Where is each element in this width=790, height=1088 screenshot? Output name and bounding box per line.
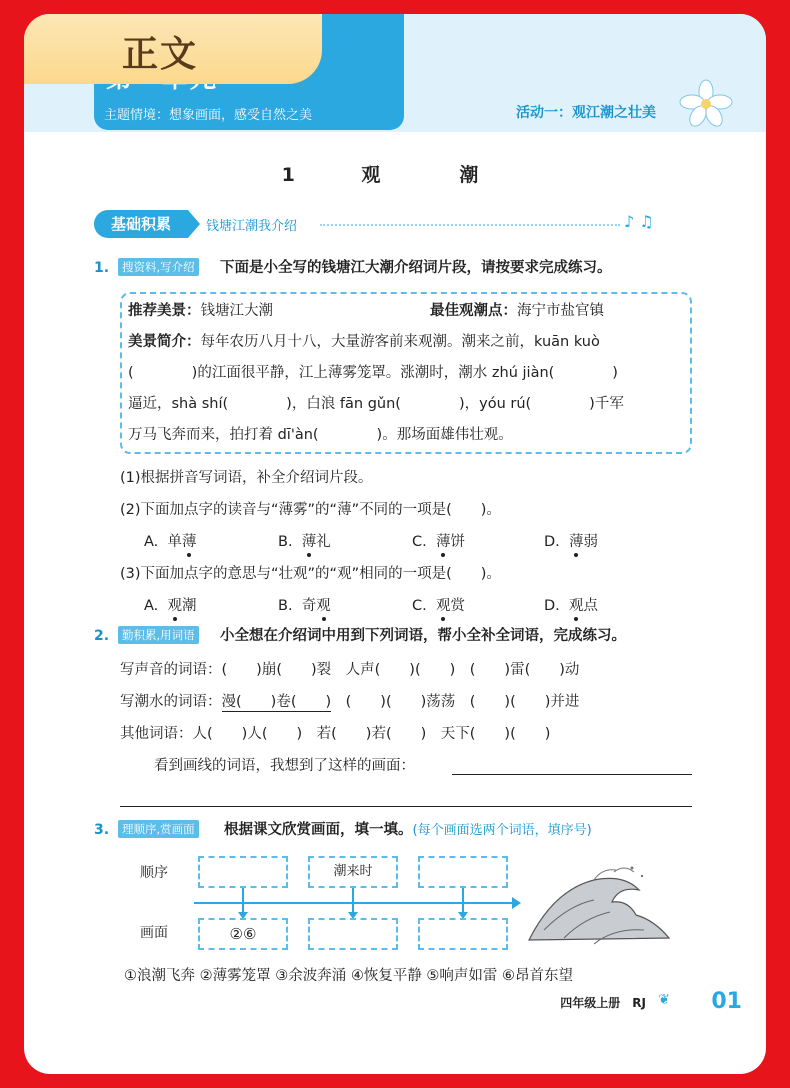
value: ( )( )荡荡 ( )( )并进 <box>331 694 580 710</box>
options-list: ①浪潮飞奔 ②薄雾笼罩 ③余波奔涌 ④恢复平静 ⑤响声如雷 ⑥昂首东望 <box>124 968 574 984</box>
option-text: 单 <box>167 534 182 550</box>
option-text: 礼 <box>316 534 331 550</box>
answer-line[interactable] <box>452 774 692 775</box>
option-key: B. <box>278 534 293 550</box>
option-dotted-char: 薄 <box>302 530 317 551</box>
option-text: 饼 <box>450 534 465 550</box>
question-text: 小全想在介绍词中用到下列词语，帮小全补全词语，完成练习。 <box>220 628 626 644</box>
question-text <box>224 818 592 839</box>
section-label: 基础积累 <box>94 210 188 238</box>
value: 每年农历八月十八，大量游客前来观潮。潮来之前，kuān kuò <box>200 334 600 350</box>
option-key: A. <box>144 534 159 550</box>
sub-question-1: (1)根据拼音写词语，补全介绍词片段。 <box>120 470 373 486</box>
option-dotted-char: 薄 <box>182 530 197 551</box>
workbook-page <box>24 14 766 1074</box>
arrow-head-icon <box>512 897 521 909</box>
intro-line-3: ( )的江面很平静，江上薄雾笼罩。涨潮时，潮水 zhú jiàn( ) <box>128 365 618 381</box>
intro-line-5: 万马飞奔而来，拍打着 dī'àn( )。那场面雄伟壮观。 <box>128 427 513 443</box>
option-dotted-char: 薄 <box>569 530 584 551</box>
option-text: 潮 <box>182 598 197 614</box>
down-arrow <box>242 888 244 914</box>
intro-line-1 <box>128 299 273 320</box>
word-line-sounds: 写声音的词语：( )崩( )裂 人声( )( ) ( )雷( )动 <box>120 662 580 678</box>
question-main: 根据课文欣赏画面，填一填。 <box>224 822 413 838</box>
option-key: D. <box>544 534 560 550</box>
option-dotted-char: 薄 <box>436 530 451 551</box>
music-note-icon: ♪ ♫ <box>624 212 654 231</box>
order-box-2[interactable]: 潮来时 <box>308 856 398 888</box>
option-key: C. <box>412 598 427 614</box>
underlined-words: 漫( )卷( ) <box>222 690 332 712</box>
option-key: D. <box>544 598 560 614</box>
word-line-other: 其他词语：人( )人( ) 若( )若( ) 天下( )( ) <box>120 726 551 742</box>
option-dotted-char: 观 <box>569 594 584 615</box>
section-tag <box>24 14 322 84</box>
option-text: 弱 <box>583 534 598 550</box>
unit-theme: 主题情境：想象画面，感受自然之美 <box>104 108 313 123</box>
order-box-3[interactable] <box>418 856 508 888</box>
option-text: 点 <box>583 598 598 614</box>
option-key: C. <box>412 534 427 550</box>
intro-line-1b <box>430 299 604 320</box>
sub-question-3: (3)下面加点字的意思与“壮观”的“观”相同的一项是( )。 <box>120 566 501 582</box>
option-dotted-char: 观 <box>168 594 183 615</box>
intro-line-4: 逼近，shà shí( )，白浪 fān gǔn( )，yóu rú( )千军 <box>128 396 624 412</box>
page-number: 01 <box>711 989 742 1014</box>
option-key: A. <box>144 598 159 614</box>
section-tag-label: 正文 <box>122 34 199 75</box>
label: 写潮水的词语： <box>120 694 222 710</box>
tide-wave-illustration <box>524 860 674 950</box>
scene-box-1[interactable]: ②⑥ <box>198 918 288 950</box>
section-subtitle: 钱塘江潮我介绍 <box>206 219 298 234</box>
question-number: 3. <box>94 822 110 838</box>
question-tag: 理顺序,赏画面 <box>118 820 199 838</box>
leaf-icon: ❦ <box>658 992 670 1008</box>
value: 钱塘江大潮 <box>200 303 273 319</box>
sub-question-2: (2)下面加点字的读音与“薄雾”的“薄”不同的一项是( )。 <box>120 502 501 518</box>
question-number: 1. <box>94 260 110 276</box>
option-text: 赏 <box>450 598 465 614</box>
row-label-order: 顺序 <box>140 865 168 881</box>
label: 最佳观潮点： <box>430 303 517 319</box>
lesson-title: 1 观 潮 <box>281 164 509 186</box>
value: 海宁市盐官镇 <box>517 303 604 319</box>
option-dotted-char: 观 <box>316 594 331 615</box>
row-label-scene: 画面 <box>140 925 168 941</box>
question-tag: 勤积累,用词语 <box>118 626 199 644</box>
grade-label: 四年级上册 RJ <box>560 996 646 1010</box>
option-key: B. <box>278 598 293 614</box>
imagination-prompt: 看到画线的词语，我想到了这样的画面： <box>154 758 415 774</box>
activity-label: 活动一：观江潮之壮美 <box>516 105 656 121</box>
scene-box-3[interactable] <box>418 918 508 950</box>
label: 美景简介： <box>128 334 201 350</box>
down-arrow <box>462 888 464 914</box>
dotted-divider <box>320 224 620 226</box>
answer-line[interactable] <box>120 806 692 807</box>
intro-line-2 <box>128 330 600 351</box>
question-text: 下面是小全写的钱塘江大潮介绍词片段，请按要求完成练习。 <box>220 260 612 276</box>
word-line-tide <box>120 690 579 712</box>
question-hint: (每个画面选两个词语，填序号) <box>412 823 592 838</box>
option-text: 奇 <box>301 598 317 614</box>
down-arrow <box>352 888 354 914</box>
scene-box-2[interactable] <box>308 918 398 950</box>
flower-icon <box>676 76 736 132</box>
label: 推荐美景： <box>128 303 201 319</box>
order-box-1[interactable] <box>198 856 288 888</box>
question-tag: 搜资料,写介绍 <box>118 258 199 276</box>
question-number: 2. <box>94 628 110 644</box>
option-dotted-char: 观 <box>436 594 451 615</box>
